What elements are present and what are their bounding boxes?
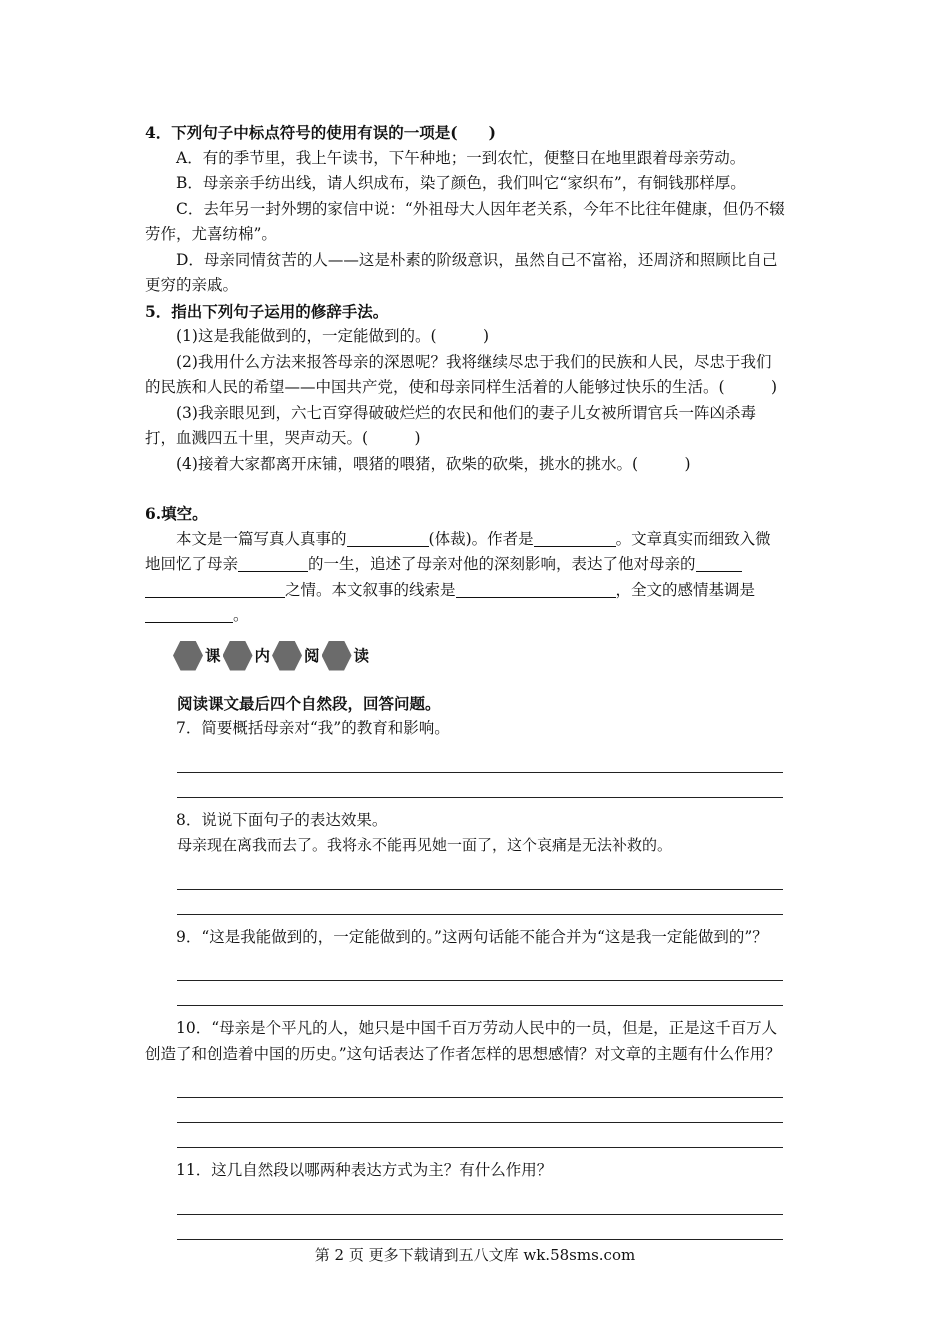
question-5-sentence-4: (4)接着大家都离开床铺，喂猪的喂猪，砍柴的砍柴，挑水的挑水。( ) xyxy=(176,454,691,473)
hexagon-icon xyxy=(223,641,253,671)
question-5-sentence-3: (3)我亲眼见到，六七百穿得破破烂烂的农民和他们的妻子儿女被所谓官兵一阵凶杀毒打，血溅四五十里，哭声动天。( ) xyxy=(145,403,756,447)
answer-lines-8[interactable] xyxy=(177,865,783,915)
page-footer: 第 2 页 更多下载请到五八文库 wk.58sms.com xyxy=(314,1246,636,1264)
banner-char: 课 xyxy=(205,645,221,665)
question-6-title: 6.填空。 xyxy=(145,504,208,523)
question-5-sentence-1: (1)这是我能做到的，一定能做到的。( ) xyxy=(176,327,490,345)
answer-lines-11[interactable] xyxy=(177,1190,783,1240)
hexagon-icon xyxy=(272,641,302,671)
banner-char: 阅 xyxy=(304,645,320,665)
hexagon-icon xyxy=(322,641,352,671)
question-8: 8．说说下面句子的表达效果。 xyxy=(176,810,388,829)
fill-blank[interactable] xyxy=(145,581,285,598)
fill-blank[interactable] xyxy=(238,555,308,572)
answer-lines-9[interactable] xyxy=(177,956,783,1006)
fill-blank[interactable] xyxy=(534,530,616,547)
question-9: 9．“这是我能做到的，一定能做到的。”这两句话能不能合并为“这是我一定能做到的”？ xyxy=(176,927,768,946)
fill-blank[interactable] xyxy=(347,530,429,547)
answer-lines-7[interactable] xyxy=(177,748,783,798)
banner-char: 读 xyxy=(353,645,370,665)
question-8-quote: 母亲现在离我而去了。我将永不能再见她一面了，这个哀痛是无法补救的。 xyxy=(177,836,673,854)
question-4-title: 4．下列句子中标点符号的使用有误的一项是( ) xyxy=(145,123,496,142)
reading-intro: 阅读课文最后四个自然段，回答问题。 xyxy=(177,693,441,713)
fill-blank[interactable] xyxy=(696,555,742,572)
section-banner-in-class-reading xyxy=(175,639,785,673)
question-4-option-a: A．有的季节里，我上午读书，下午种地；一到农忙，便整日在地里跟着母亲劳动。 xyxy=(176,148,746,167)
hexagon-icon xyxy=(173,641,203,671)
question-4-option-d: D．母亲同情贫苦的人——这是朴素的阶级意识，虽然自己不富裕，还周济和照顾比自己更穷的亲戚。 xyxy=(145,250,778,294)
fill-blank[interactable] xyxy=(456,581,616,598)
question-4-option-b: B．母亲亲手纺出线，请人织成布，染了颜色，我们叫它“家织布”，有铜钱那样厚。 xyxy=(176,174,746,192)
question-11: 11．这几自然段以哪两种表达方式为主？有什么作用？ xyxy=(176,1161,553,1179)
answer-lines-10[interactable] xyxy=(177,1073,783,1148)
question-4-option-c: C．去年另一封外甥的家信中说：“外祖母大人因年老关系，今年不比往年健康，但仍不辍劳作，尤喜纺棉”。 xyxy=(145,199,785,243)
question-6-fill-text: 本文是一篇写真人真事的 (体裁)。作者是 。文章真实而细致入微地回忆了母亲 的一生，追述了母亲对他的深刻影响，表达了他对母亲的之情。本文叙事的线索是 ，全文的感情基调是。 xyxy=(145,529,771,624)
question-10: 10．“母亲是个平凡的人，她只是中国千百万劳动人民中的一员，但是，正是这千百万人创造了和创造着中国的历史。”这句话表达了作者怎样的思想感情？对文章的主题有什么作用？ xyxy=(145,1019,781,1063)
question-5-sentence-2: (2)我用什么方法来报答母亲的深恩呢？我将继续尽忠于我们的民族和人民，尽忠于我们的民族和人民的希望——中国共产党，使和母亲同样生活着的人能够过快乐的生活。( ) xyxy=(145,352,778,396)
question-7: 7．简要概括母亲对“我”的教育和影响。 xyxy=(176,719,450,737)
worksheet-page xyxy=(145,120,785,1250)
fill-blank[interactable] xyxy=(145,606,233,623)
question-5-title: 5．指出下列句子运用的修辞手法。 xyxy=(145,301,389,321)
banner-char: 内 xyxy=(254,645,271,665)
